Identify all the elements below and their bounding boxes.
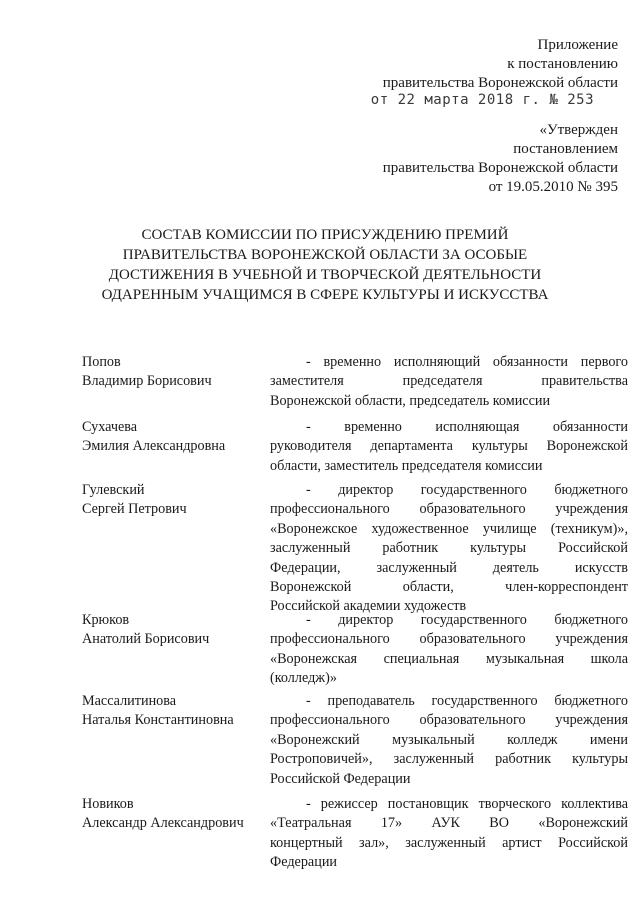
role-line: профессионального образовательного учреждения [270,712,628,729]
member-surname: Гулевский [82,482,145,498]
role-line: (колледж)» [270,670,337,687]
role-line: «Воронежский музыкальный колледж имени [270,731,628,748]
member-given-name: Эмилия Александровна [82,438,226,455]
member-given-name: Наталья Константиновна [82,712,234,729]
approved-line: «Утвержден [539,122,618,138]
member-surname: Массалитинова [82,693,177,709]
member-surname: Сухачева [82,419,138,435]
role-line: заместителя председателя правительства [270,373,628,390]
member-role [270,481,628,617]
approved-header [383,121,618,197]
role-line: - временно исполняющая обязанности [306,419,628,435]
document-title [60,225,590,305]
appendix-line: к постановлению [507,56,618,72]
member-given-name: Анатолий Борисович [82,631,210,648]
member-role [270,418,628,476]
role-line: «Воронежское художественное училище (техникум)», [270,520,628,537]
role-line: - временно исполняющий обязанности первого [306,354,628,370]
member-name [82,692,272,731]
role-line: - директор государственного бюджетного [306,482,628,498]
appendix-header [383,36,618,93]
member-role [270,353,628,411]
member-name [82,353,272,392]
approved-line: правительства Воронежской области [382,160,618,176]
member-role [270,795,628,873]
role-line: - директор государственного бюджетного [306,612,628,628]
role-line: «Воронежская специальная музыкальная школа [270,650,628,667]
role-line: Российской академии художеств [270,598,467,615]
appendix-line: Приложение [537,37,618,53]
member-role [270,611,628,689]
title-line: ОДАРЕННЫМ УЧАЩИМСЯ В СФЕРЕ КУЛЬТУРЫ И ИСКУССТВА [101,287,549,303]
role-line: - режиссер постановщик творческого коллектива [306,796,628,812]
member-name [82,611,272,650]
role-line: Ростроповичей», заслуженный работник культуры [270,751,628,768]
role-line: Федерации [270,854,338,871]
member-surname: Новиков [82,796,134,812]
role-line: профессионального образовательного учреждения [270,631,628,648]
role-line: Федерации, заслуженный деятель искусств [270,559,628,576]
title-line: ДОСТИЖЕНИЯ В УЧЕБНОЙ И ТВОРЧЕСКОЙ ДЕЯТЕЛЬНОСТИ [108,267,542,283]
title-line: ПРАВИТЕЛЬСТВА ВОРОНЕЖСКОЙ ОБЛАСТИ ЗА ОСОБЫЕ [122,247,528,263]
registration-stamp: от 22 марта 2018 г. № 253 [370,92,594,108]
approved-line: от 19.05.2010 № 395 [488,179,618,195]
member-name [82,481,272,520]
role-line: Российской Федерации [270,770,411,787]
appendix-line: правительства Воронежской области [382,75,618,91]
role-line: заслуженный работник культуры Российской [270,540,628,557]
title-line: СОСТАВ КОМИССИИ ПО ПРИСУЖДЕНИЮ ПРЕМИЙ [141,227,509,243]
member-given-name: Владимир Борисович [82,373,212,390]
role-line: «Театральная 17» АУК ВО «Воронежский [270,815,628,832]
role-line: Воронежской области, член-корреспондент [270,579,628,596]
role-line: - преподаватель государственного бюджетного [306,693,628,709]
role-line: профессионального образовательного учреждения [270,501,628,518]
approved-line: постановлением [513,141,618,157]
role-line: руководителя департамента культуры Воронежской [270,438,628,455]
role-line: концертный зал», заслуженный артист Российской [270,834,628,851]
member-name [82,418,272,457]
member-surname: Попов [82,354,121,370]
member-given-name: Александр Александрович [82,815,244,832]
member-role [270,692,628,789]
member-given-name: Сергей Петрович [82,501,187,518]
member-name [82,795,272,834]
role-line: Воронежской области, председатель комиссии [270,392,551,409]
role-line: области, заместитель председателя комиссии [270,457,543,474]
member-surname: Крюков [82,612,130,628]
